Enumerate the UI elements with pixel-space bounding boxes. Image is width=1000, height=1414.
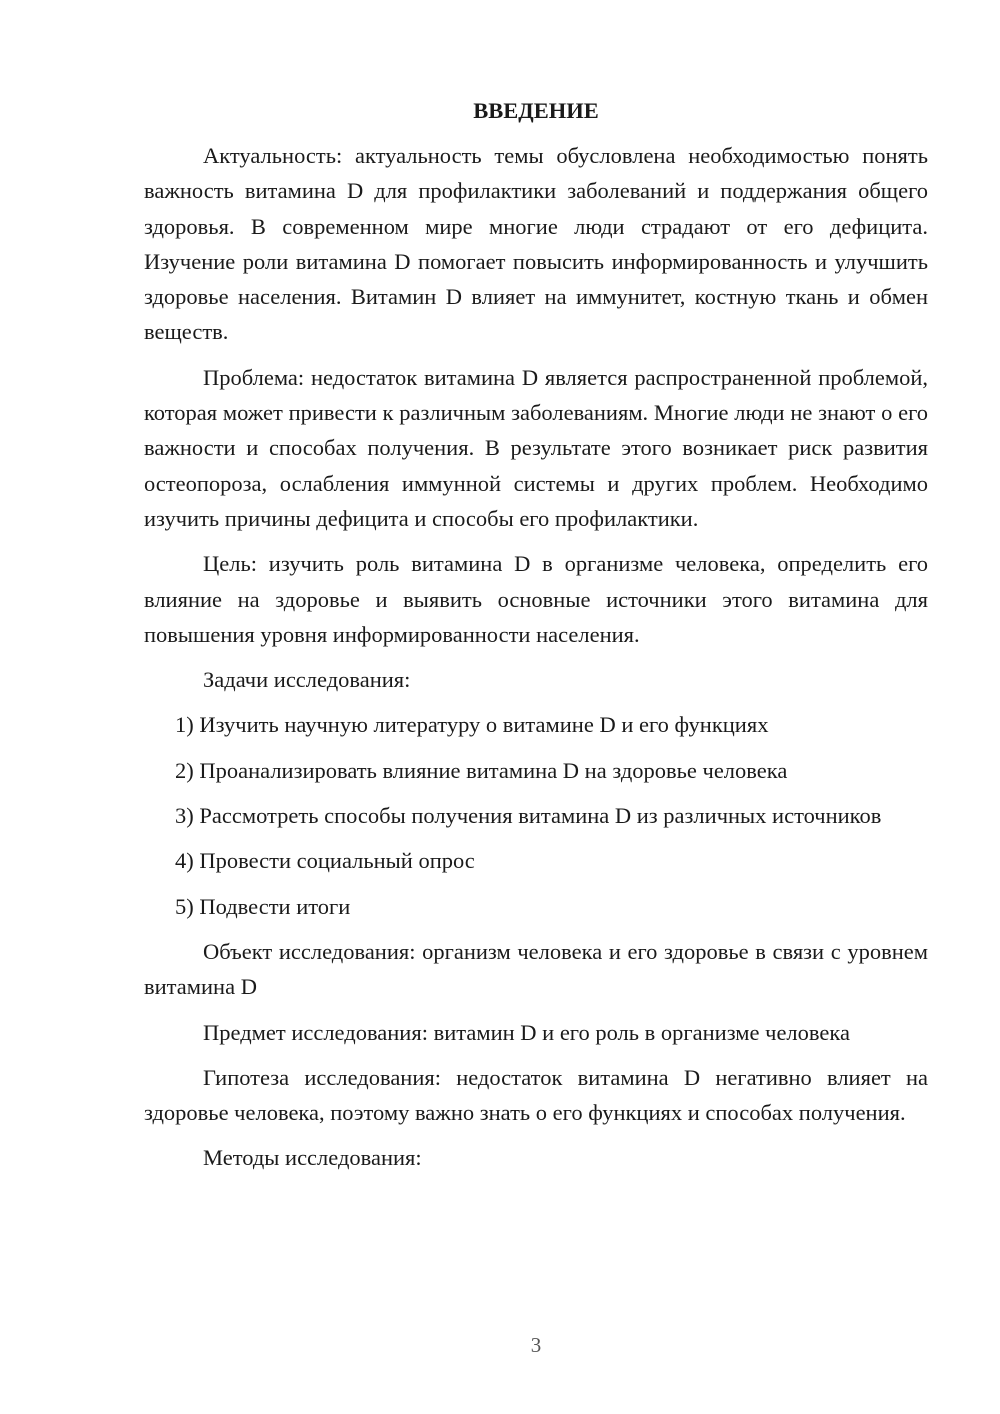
subject-paragraph: Предмет исследования: витамин D и его роль в организме человека bbox=[203, 1019, 850, 1045]
section-heading: ВВЕДЕНИЕ bbox=[473, 98, 599, 123]
hypothesis-paragraph: Гипотеза исследования: недостаток витамина D негативно влияет на здоровье человека, поэтому важно знать о его функциях и способах получения. bbox=[144, 1064, 928, 1126]
task-item-1: 1) Изучить научную литературу о витамине D и его функциях bbox=[175, 712, 769, 738]
problem-paragraph: Проблема: недостаток витамина D является распространенной проблемой, которая может привести к различным заболеваниям. Многие люди не знают о его важности и способах получения. В результате этого возникает риск развития остеопороза, ослабления иммунной системы и других проблем. Необходимо изучить причины дефицита и способы его профилактики. bbox=[144, 364, 928, 531]
task-item-2: 2) Проанализировать влияние витамина D на здоровье человека bbox=[175, 757, 788, 783]
page-number: 3 bbox=[530, 1333, 542, 1357]
task-item-4: 4) Провести социальный опрос bbox=[175, 848, 475, 874]
task-item-5: 5) Подвести итоги bbox=[175, 893, 351, 919]
goal-paragraph: Цель: изучить роль витамина D в организме человека, определить его влияние на здоровье и выявить основные источники этого витамина для повышения уровня информированности населения. bbox=[144, 551, 928, 647]
task-item-3: 3) Рассмотреть способы получения витамина D из различных источников bbox=[175, 803, 882, 829]
methods-heading: Методы исследования: bbox=[203, 1145, 422, 1171]
relevance-paragraph: Актуальность: актуальность темы обусловлена необходимостью понять важность витамина D для профилактики заболеваний и поддержания общего здоровья. В современном мире многие люди страдают от его дефицита. Изучение роли витамина D помогает повысить информированность и улучшить здоровье населения. Витамин D влияет на иммунитет, костную ткань и обмен веществ. bbox=[144, 143, 928, 345]
object-paragraph: Объект исследования: организм человека и его здоровье в связи с уровнем витамина D bbox=[144, 938, 928, 1000]
tasks-heading: Задачи исследования: bbox=[203, 667, 411, 693]
document-body bbox=[144, 92, 928, 1176]
